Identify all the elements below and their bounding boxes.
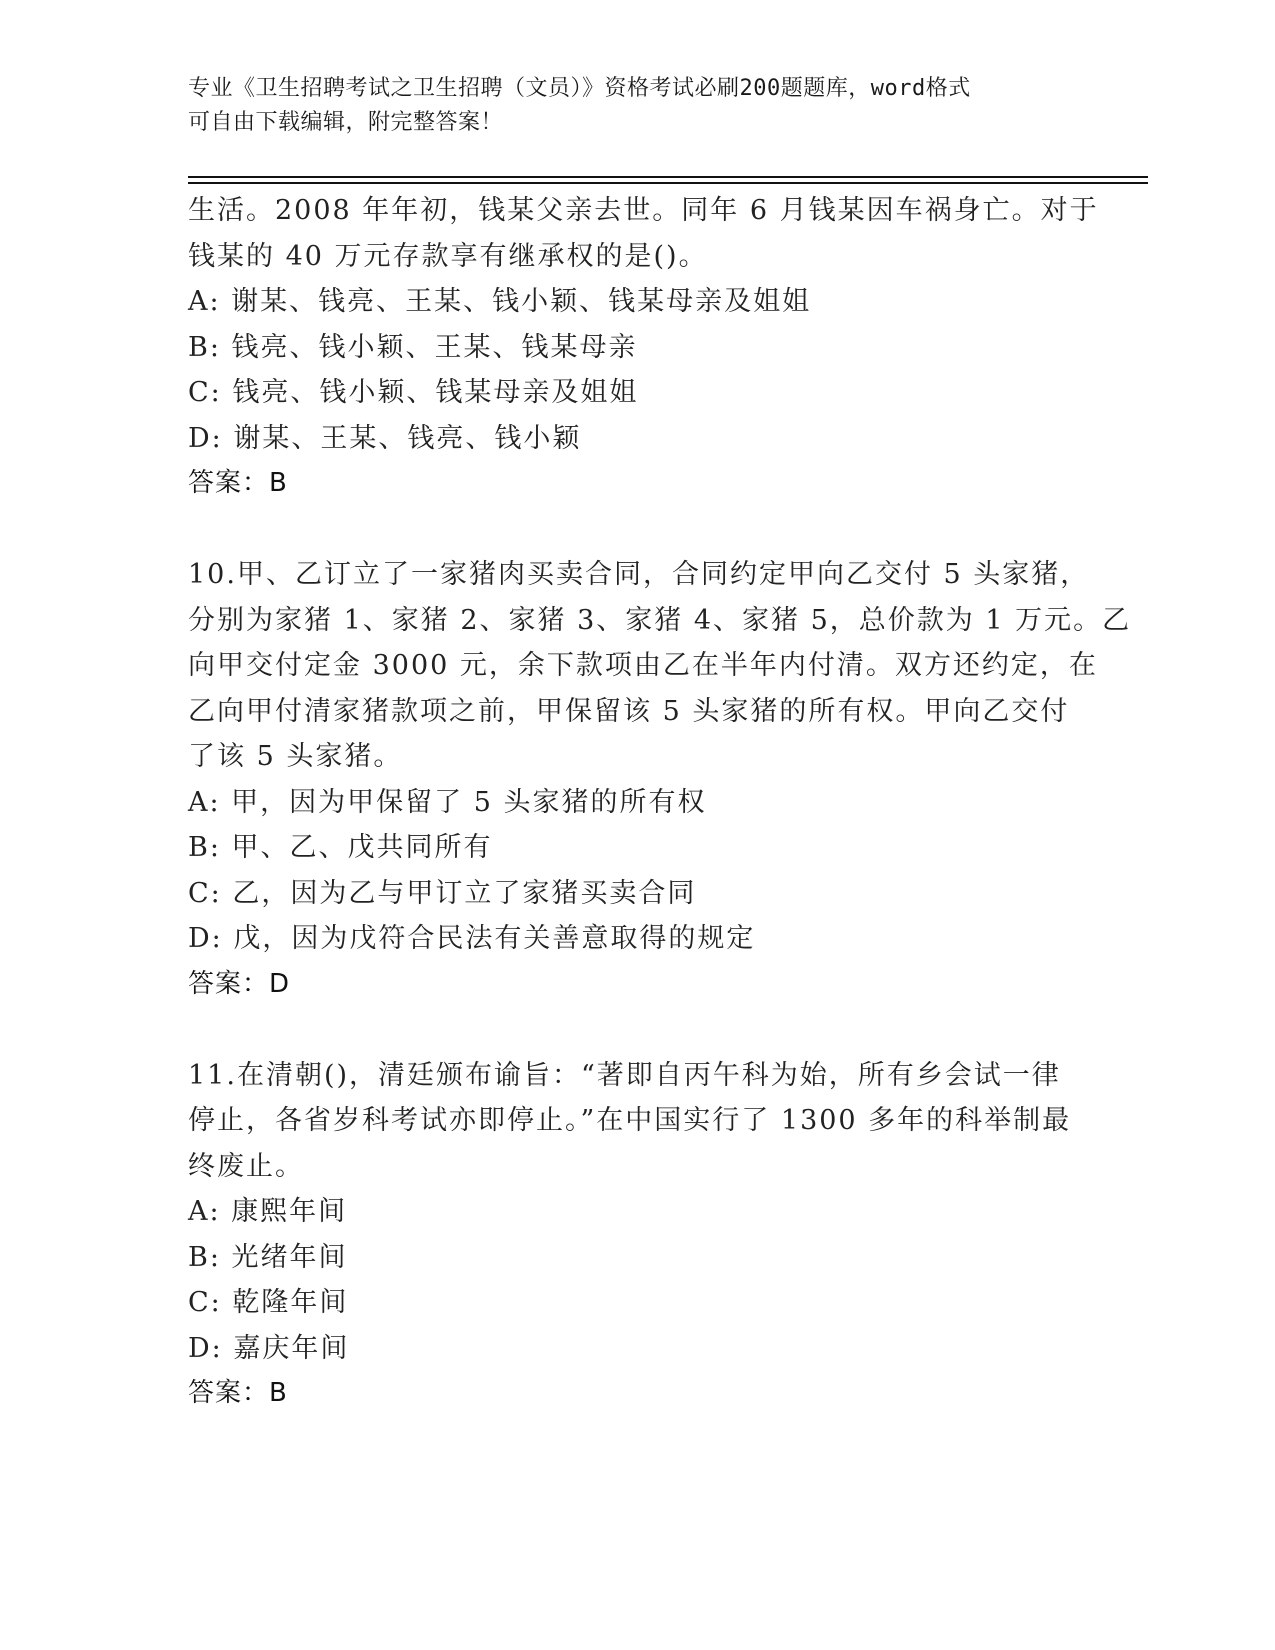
spacer — [188, 507, 1088, 553]
question-stem-line: 10.甲、乙订立了一家猪肉买卖合同，合同约定甲向乙交付 5 头家猪， — [188, 559, 1090, 590]
question-stem-line: 了该 5 头家猪。 — [188, 741, 403, 772]
option-c: C: 乙，因为乙与甲订立了家猪买卖合同 — [188, 877, 697, 909]
option-a: A: 谢某、钱亮、王某、钱小颖、钱某母亲及姐姐 — [188, 286, 812, 317]
question-11 — [188, 1053, 1088, 1417]
document-header — [188, 72, 1068, 140]
option-b: B: 甲、乙、戊共同所有 — [188, 832, 493, 863]
header-rule-bottom — [188, 182, 1148, 184]
question-stem-line: 停止，各省岁科考试亦即停止。”在中国实行了 1300 多年的科举制最 — [188, 1105, 1072, 1136]
option-b: B: 光绪年间 — [188, 1241, 348, 1273]
header-rule-top — [188, 176, 1148, 178]
question-stem-line: 生活。2008 年年初，钱某父亲去世。同年 6 月钱某因车祸身亡。对于 — [188, 195, 1099, 226]
option-a: A: 康熙年间 — [188, 1196, 348, 1227]
answer-line: 答案：B — [188, 1378, 288, 1408]
option-a: A: 甲，因为甲保留了 5 头家猪的所有权 — [188, 786, 707, 818]
question-stem-line: 11.在清朝()，清廷颁布谕旨：“著即自丙午科为始，所有乡会试一律 — [188, 1059, 1061, 1091]
question-stem-line: 乙向甲付清家猪款项之前，甲保留该 5 头家猪的所有权。甲向乙交付 — [188, 695, 1070, 727]
question-stem-line: 钱某的 40 万元存款享有继承权的是()。 — [188, 240, 708, 272]
question-9 — [188, 188, 1099, 507]
question-10 — [188, 552, 1132, 1007]
option-d: D: 戊，因为戊符合民法有关善意取得的规定 — [188, 923, 756, 954]
question-stem-line: 向甲交付定金 3000 元，余下款项由乙在半年内付清。双方还约定，在 — [188, 650, 1098, 681]
option-b: B: 钱亮、钱小颖、王某、钱某母亲 — [188, 331, 638, 363]
header-line-1: 专业《卫生招聘考试之卫生招聘（文员）》资格考试必刷200题题库，word格式 — [188, 76, 971, 101]
question-stem-line: 终废止。 — [188, 1150, 304, 1182]
answer-line: 答案：D — [188, 968, 291, 999]
document-body — [188, 188, 1132, 1417]
option-c: C: 钱亮、钱小颖、钱某母亲及姐姐 — [188, 377, 639, 408]
answer-line: 答案：B — [188, 468, 288, 498]
header-line-2: 可自由下载编辑，附完整答案！ — [188, 110, 504, 135]
option-c: C: 乾隆年间 — [188, 1287, 349, 1318]
question-stem-line: 分别为家猪 1、家猪 2、家猪 3、家猪 4、家猪 5，总价款为 1 万元。乙 — [188, 604, 1132, 636]
option-d: D: 嘉庆年间 — [188, 1332, 350, 1364]
option-d: D: 谢某、王某、钱亮、钱小颖 — [188, 422, 582, 454]
spacer — [188, 1007, 1088, 1053]
